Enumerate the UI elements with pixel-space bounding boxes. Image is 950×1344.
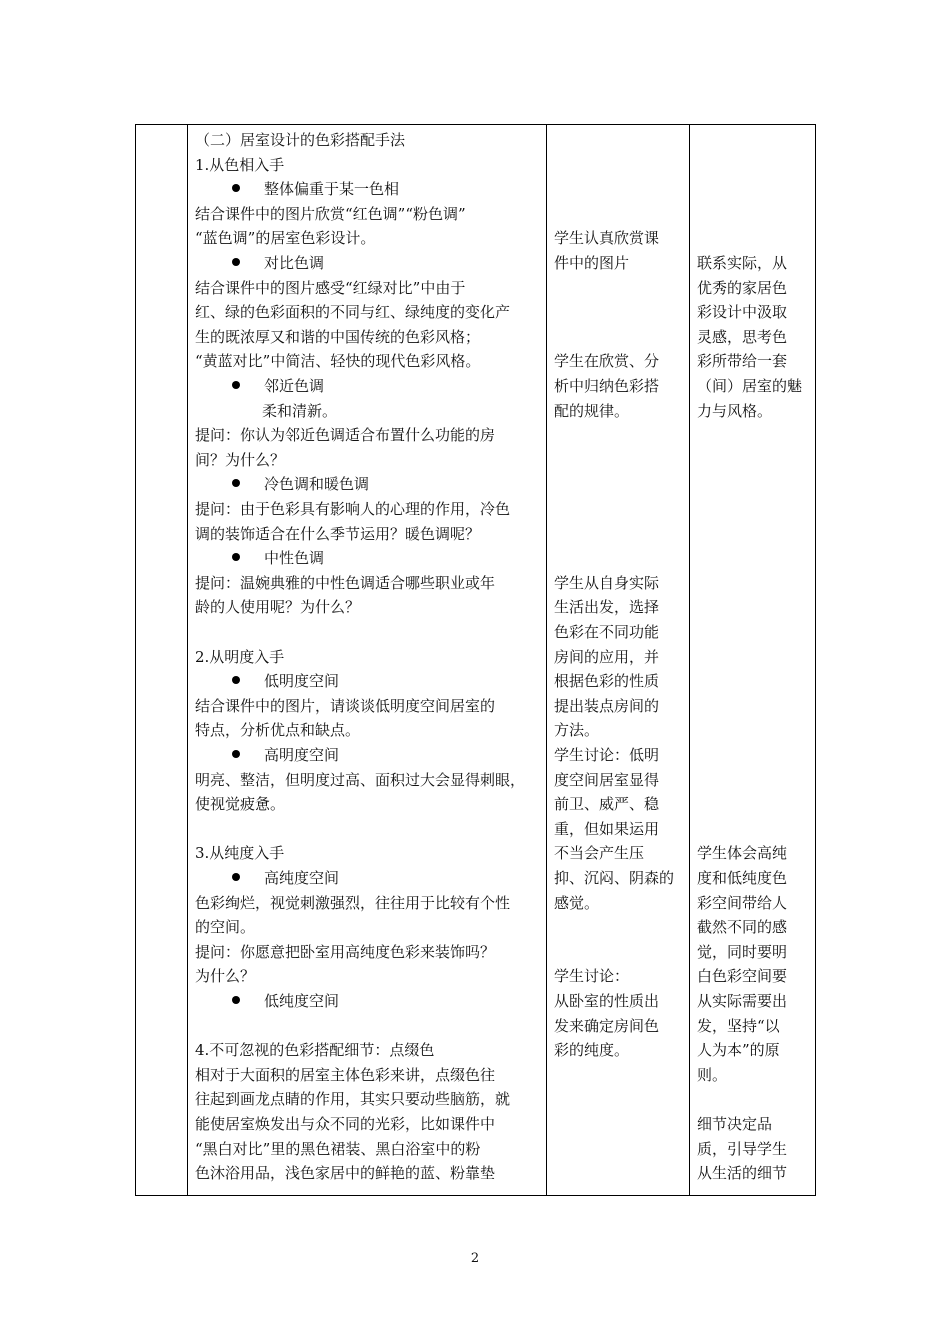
bullet-text: 低纯度空间: [264, 992, 340, 1010]
student-text-line: 发来确定房间色: [554, 1016, 660, 1035]
student-text-line: 度空间居室显得: [554, 770, 660, 789]
student-text-line: 学生从自身实际: [554, 573, 660, 592]
text-line: （二）居室设计的色彩搭配手法: [195, 131, 406, 149]
text-line: 提问：你认为邻近色调适合布置什么功能的房: [195, 426, 496, 445]
bullet-icon: [232, 184, 240, 192]
student-text-line: 色彩在不同功能: [554, 623, 660, 641]
student-text-line: 析中归纳色彩搭: [554, 377, 660, 395]
student-text-line: 生活出发，选择: [554, 598, 660, 617]
text-line: 结合课件中的图片欣赏“红色调”“粉色调”: [195, 204, 466, 223]
bullet-item: [232, 546, 324, 570]
student-text-line: 提出装点房间的: [554, 696, 660, 715]
intent-text-line: 截然不同的感: [697, 918, 788, 937]
column-divider: [689, 125, 690, 1195]
intent-text-line: 质，引导学生: [697, 1139, 788, 1158]
bullet-item: [232, 866, 339, 890]
text-line: 4.不可忽视的色彩搭配细节：点缀色: [195, 1041, 435, 1060]
student-text-line: 前卫、威严、稳: [554, 795, 660, 814]
student-text-line: 不当会产生压: [554, 844, 645, 863]
text-line: “蓝色调”的居室色彩设计。: [195, 229, 376, 248]
text-line: 调的装饰适合在什么季节运用？暖色调呢？: [195, 524, 481, 543]
student-text-line: 学生讨论：低明: [554, 746, 660, 764]
intent-text-line: 彩空间带给人: [697, 893, 788, 912]
intent-text-line: 细节决定品: [697, 1115, 773, 1133]
student-text-line: 抑、沉闷、阴森的: [554, 869, 675, 887]
text-line: 的空间。: [195, 918, 256, 937]
text-line: 1.从色相入手: [195, 155, 285, 174]
column-divider: [187, 125, 188, 1195]
text-line: 提问：温婉典雅的中性色调适合哪些职业或年: [195, 573, 496, 592]
intent-text-line: 觉，同时要明: [697, 942, 788, 961]
intent-text-line: （间）居室的魅: [697, 377, 803, 395]
bullet-icon: [232, 258, 240, 266]
text-line: 特点，分析优点和缺点。: [195, 721, 361, 740]
bullet-icon: [232, 873, 240, 881]
text-line: “黄蓝对比”中简洁、轻快的现代色彩风格。: [195, 352, 481, 371]
bullet-item: [232, 472, 369, 496]
intent-text-line: 从实际需要出: [697, 992, 788, 1010]
text-line: “黑白对比”里的黑色裙装、黑白浴室中的粉: [195, 1139, 481, 1158]
intent-text-line: 学生体会高纯: [697, 844, 788, 863]
student-text-line: 学生在欣赏、分: [554, 352, 660, 371]
bullet-text: 整体偏重于某一色相: [264, 180, 400, 199]
text-line: 能使居室焕发出与众不同的光彩，比如课件中: [195, 1115, 496, 1133]
student-text-line: 根据色彩的性质: [554, 672, 660, 691]
intent-text-line: 彩所带给一套: [697, 352, 788, 371]
bullet-item: [232, 177, 399, 201]
student-text-line: 配的规律。: [554, 401, 630, 420]
bullet-icon: [232, 676, 240, 684]
text-line: 使视觉疲惫。: [195, 795, 286, 814]
text-line: 结合课件中的图片，请谈谈低明度空间居室的: [195, 696, 496, 715]
text-line: 相对于大面积的居室主体色彩来讲，点缀色往: [195, 1065, 496, 1084]
text-line: 提问：由于色彩具有影响人的心理的作用，冷色: [195, 500, 511, 518]
bullet-text: 中性色调: [264, 549, 325, 568]
intent-text-line: 则。: [697, 1065, 728, 1084]
text-line: 2.从明度入手: [195, 647, 285, 666]
bullet-text: 邻近色调: [264, 377, 325, 395]
text-line: 色彩绚烂，视觉刺激强烈，往往用于比较有个性: [195, 893, 511, 912]
bullet-icon: [232, 553, 240, 561]
bullet-item: [232, 743, 339, 767]
student-activity-column: [554, 125, 682, 1195]
text-line: 柔和清新。: [262, 401, 338, 420]
student-text-line: 重，但如果运用: [554, 819, 660, 838]
text-line: 生的既浓厚又和谐的中国传统的色彩风格；: [195, 327, 481, 346]
student-text-line: 学生认真欣赏课: [554, 229, 660, 248]
bullet-item: [232, 251, 324, 275]
text-line: 明亮、整洁，但明度过高、面积过大会显得刺眼，: [195, 770, 526, 789]
student-text-line: 房间的应用，并: [554, 647, 660, 666]
student-text-line: 学生讨论：: [554, 967, 630, 986]
bullet-icon: [232, 479, 240, 487]
lesson-table: [135, 124, 816, 1196]
design-intent-column: [697, 125, 810, 1195]
text-line: 色沐浴用品，浅色家居中的鲜艳的蓝、粉靠垫: [195, 1164, 496, 1183]
bullet-item: [232, 669, 339, 693]
student-text-line: 感觉。: [554, 893, 600, 912]
bullet-item: [232, 989, 339, 1013]
teacher-activity-column: [195, 125, 540, 1195]
page-number: 2: [470, 1251, 480, 1266]
intent-text-line: 度和低纯度色: [697, 869, 788, 887]
bullet-icon: [232, 381, 240, 389]
bullet-text: 高明度空间: [264, 746, 340, 764]
intent-text-line: 联系实际，从: [697, 254, 788, 272]
text-line: 提问：你愿意把卧室用高纯度色彩来装饰吗？: [195, 942, 496, 961]
bullet-icon: [232, 750, 240, 758]
text-line: 红、绿的色彩面积的不同与红、绿纯度的变化产: [195, 303, 511, 322]
text-line: 龄的人使用呢？为什么？: [195, 598, 361, 617]
column-divider: [546, 125, 547, 1195]
student-text-line: 方法。: [554, 721, 600, 740]
bullet-text: 冷色调和暖色调: [264, 475, 370, 494]
text-line: 为什么？: [195, 967, 256, 986]
intent-text-line: 灵感，思考色: [697, 327, 788, 346]
intent-text-line: 彩设计中汲取: [697, 303, 788, 322]
text-line: 结合课件中的图片感受“红绿对比”中由于: [195, 278, 466, 297]
bullet-text: 低明度空间: [264, 672, 340, 691]
intent-text-line: 白色彩空间要: [697, 967, 788, 986]
intent-text-line: 从生活的细节: [697, 1164, 788, 1183]
student-text-line: 件中的图片: [554, 254, 630, 272]
bullet-text: 高纯度空间: [264, 869, 340, 887]
text-line: 间？为什么？: [195, 450, 286, 469]
intent-text-line: 发，坚持“以: [697, 1016, 780, 1035]
bullet-item: [232, 374, 324, 398]
intent-text-line: 力与风格。: [697, 401, 773, 420]
intent-text-line: 优秀的家居色: [697, 278, 788, 297]
intent-text-line: 人为本”的原: [697, 1041, 780, 1060]
student-text-line: 彩的纯度。: [554, 1041, 630, 1060]
text-line: 3.从纯度入手: [195, 844, 285, 863]
bullet-text: 对比色调: [264, 254, 325, 272]
section-column: [136, 125, 187, 1195]
student-text-line: 从卧室的性质出: [554, 992, 660, 1010]
bullet-icon: [232, 996, 240, 1004]
text-line: 往起到画龙点睛的作用，其实只要动些脑筋，就: [195, 1090, 511, 1109]
